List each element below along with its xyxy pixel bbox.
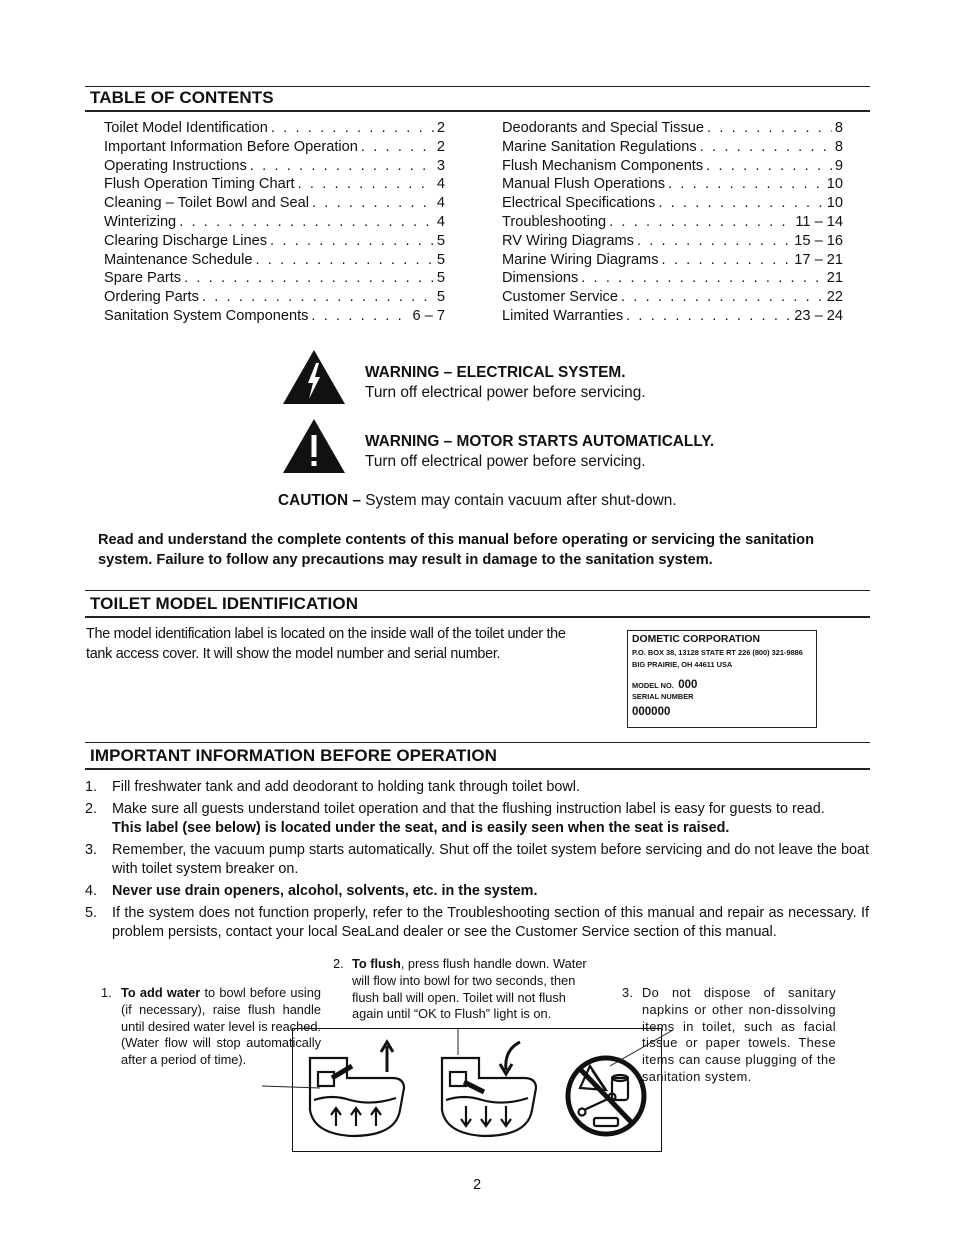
step-2-bold: To flush xyxy=(352,956,401,971)
step-3-text: Do not dispose of sanitary napkins or other non-dissolving items in toilet, such as facial tissue or paper towels. These items can cause plugging of the sanitation system. xyxy=(642,985,836,1084)
toc-entry-page: 8 xyxy=(834,138,843,155)
model-id-heading: TOILET MODEL IDENTIFICATION xyxy=(90,594,359,613)
toc-entry-title: Flush Mechanism Components xyxy=(502,157,704,174)
label-company: DOMETIC CORPORATION xyxy=(632,634,760,645)
list-item-text: Fill freshwater tank and add deodorant to holding tank through toilet bowl. xyxy=(112,779,580,795)
toc-entry-title: Electrical Specifications xyxy=(502,195,656,212)
toc-entry-title: Dimensions xyxy=(502,270,579,287)
toc-entry-page: 10 xyxy=(826,195,843,212)
toc-entry-page: 5 xyxy=(436,270,445,287)
toc-entry-page: 4 xyxy=(436,195,445,212)
toc-entry-title: Spare Parts xyxy=(104,270,182,287)
toc-entry-title: Operating Instructions xyxy=(104,157,247,174)
toc-entry-page: 21 xyxy=(826,270,843,287)
toc-entry-title: Clearing Discharge Lines xyxy=(104,232,268,249)
electrical-warning-title: WARNING – ELECTRICAL SYSTEM. xyxy=(365,364,626,381)
toc-entry-title: Manual Flush Operations xyxy=(502,176,666,193)
toc-entry-title: Cleaning – Toilet Bowl and Seal xyxy=(104,195,309,212)
step-1-text: to bowl before using (if necessary), raise flush handle until desired water level is reached. (Water flow will stop automatically after a period of time). xyxy=(121,985,322,1068)
toc-entry-title: Important Information Before Operation xyxy=(104,138,358,155)
motor-warning-title: WARNING – MOTOR STARTS AUTOMATICALLY. xyxy=(365,433,715,450)
toc-entry-page: 5 xyxy=(436,289,445,306)
toc-entry-page: 5 xyxy=(436,251,445,268)
toc-entry-title: Flush Operation Timing Chart xyxy=(104,176,295,193)
step-2-text: , press flush handle down. Water will flow into bowl for two seconds, then flush ball will open. Toilet will not flush again until “OK to Flush” light is on. xyxy=(352,956,587,1022)
list-item-bold-text: Never use drain openers, alcohol, solvents, etc. in the system. xyxy=(112,883,538,899)
electrical-warning-text: Turn off electrical power before servicing. xyxy=(365,384,646,401)
toc-entry-title: Marine Wiring Diagrams xyxy=(502,251,659,268)
list-item-bold-text: This label (see below) is located under the seat, and is easily seen when the seat is raised. xyxy=(112,820,730,836)
toc-entry-page: 8 xyxy=(834,120,843,136)
toc-entry-page: 9 xyxy=(834,157,843,174)
toc-entry-title: Ordering Parts xyxy=(104,289,199,306)
toc-entry-title: Marine Sanitation Regulations xyxy=(502,138,697,155)
list-item-number: 3. xyxy=(85,842,98,858)
list-item-text: If the system does not function properly, refer to the Troubleshooting section of this manual and repair as necessary. If problem persists, contact your local SeaLand dealer or see the Customer Service section of this manual. xyxy=(112,905,869,940)
toc-entry-page: 3 xyxy=(436,157,445,174)
motor-warning-text: Turn off electrical power before servicing. xyxy=(365,453,646,470)
list-item-text: Make sure all guests understand toilet operation and that the flushing instruction label is easy for guests to read. xyxy=(112,801,825,817)
important-heading: IMPORTANT INFORMATION BEFORE OPERATION xyxy=(90,746,498,765)
toc-entry-page: 22 xyxy=(826,289,843,306)
list-item-text: Remember, the vacuum pump starts automatically. Shut off the toilet system before servicing and do not leave the boat with toilet system breaker on. xyxy=(112,842,869,877)
label-model-value: 000 xyxy=(678,679,698,691)
label-serial-caption: SERIAL NUMBER xyxy=(632,692,694,701)
step-2-number: 2. xyxy=(333,956,344,971)
list-item-number: 1. xyxy=(85,779,98,795)
label-serial-value: 000000 xyxy=(632,706,671,718)
toc-entry-page: 23 – 24 xyxy=(794,307,843,324)
toc-entry-page: 4 xyxy=(436,213,445,230)
model-id-text: The model identification label is located on the inside wall of the toilet under the tank access cover. It will show the model number and serial number. xyxy=(86,626,566,662)
caution-text: System may contain vacuum after shut-down. xyxy=(360,492,677,509)
toc-entry-page: 5 xyxy=(436,232,445,249)
toc-entry-title: Winterizing xyxy=(104,213,177,230)
label-address-2: BIG PRAIRIE, OH 44611 USA xyxy=(632,660,733,669)
toc-entry-title: Maintenance Schedule xyxy=(104,251,253,268)
toc-entry-page: 2 xyxy=(436,120,445,136)
toc-entry-title: Troubleshooting xyxy=(502,213,607,230)
toc-entry-title: Customer Service xyxy=(502,289,618,306)
toc-heading: TABLE OF CONTENTS xyxy=(90,88,274,107)
toc-entry-page: 17 – 21 xyxy=(794,251,843,268)
toc-entry-page: 11 – 14 xyxy=(795,213,843,230)
step-1-number: 1. xyxy=(101,985,112,1000)
page-number: 2 xyxy=(472,1177,482,1193)
toc-entry-title: Deodorants and Special Tissue xyxy=(502,120,705,136)
list-item-number: 5. xyxy=(85,905,98,921)
list-item-number: 2. xyxy=(85,801,98,817)
step-3-number: 3. xyxy=(622,985,634,1000)
toc-entry-title: Limited Warranties xyxy=(502,307,624,324)
toc-entry-title: Sanitation System Components xyxy=(104,307,309,324)
toc-entry-page: 4 xyxy=(436,176,445,193)
read-notice: Read and understand the complete contents of this manual before operating or servicing the sanitation system. Failure to follow any precautions may result in damage to the sanitation system. xyxy=(98,532,815,568)
caution-label: CAUTION – xyxy=(278,492,361,509)
toc-entry-page: 2 xyxy=(436,138,445,155)
toc-entry-page: 15 – 16 xyxy=(794,232,843,249)
list-item-number: 4. xyxy=(85,883,98,899)
label-model-caption: MODEL NO. xyxy=(632,681,674,690)
toc-entry-page: 6 – 7 xyxy=(412,307,445,324)
step-1-bold: To add water xyxy=(121,985,201,1000)
toc-entry-title: RV Wiring Diagrams xyxy=(502,232,634,249)
toc-entry-title: Toilet Model Identification xyxy=(104,120,268,136)
label-address-1: P.O. BOX 38, 13128 STATE RT 226 (800) 321-9886 xyxy=(632,648,803,657)
toc-entry-page: 10 xyxy=(826,176,843,193)
